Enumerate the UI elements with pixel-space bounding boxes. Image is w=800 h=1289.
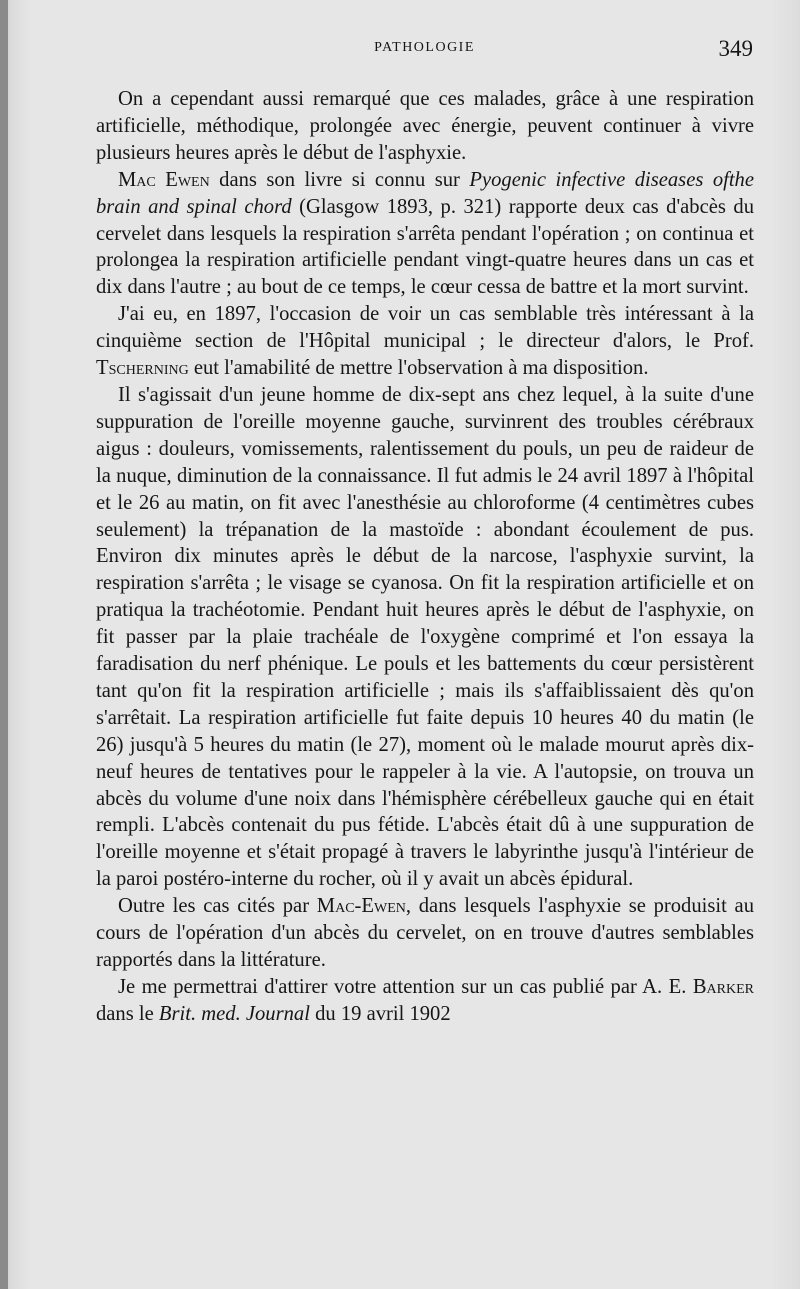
paragraph-2 bbox=[96, 167, 754, 302]
paragraph-6 bbox=[96, 974, 754, 1028]
page-body bbox=[96, 86, 754, 1028]
running-head: PATHOLOGIE bbox=[374, 40, 475, 55]
paragraph-text: du 19 avril 1902 bbox=[309, 1002, 451, 1025]
book-title: Pyogenic infective diseases ofthe brain and spinal chord bbox=[96, 168, 754, 218]
page-number: 349 bbox=[718, 36, 753, 61]
paragraph-text: dans le bbox=[96, 1002, 159, 1025]
paragraph-text: , dans lesquels l'asphyxie se produisit au cours de l'opération d'un abcès du cervelet, on en trouve d'autres semblables rapportés dans la littérature. bbox=[96, 895, 754, 971]
paragraph-3 bbox=[96, 301, 754, 382]
book-spine-shadow bbox=[0, 0, 8, 1289]
paragraph-text: (Glasgow 1893, p. 321) rapporte deux cas d'abcès du cervelet dans lesquels la respiration s'arrêta pendant l'opération ; on continua et prolongea la respiration artificielle pendant vingt-quatre heures dans un cas et dix dans l'autre ; au bout de ce temps, le cœur cessa de battre et la mort survint. bbox=[96, 195, 754, 299]
paragraph-text: J'ai eu, en 1897, l'occasion de voir un cas semblable très intéressant à la cinquième section de l'Hôpital municipal ; le directeur d'alors, le Prof. bbox=[96, 303, 754, 353]
page-header bbox=[96, 36, 753, 66]
paragraph-text: Je me permettrai d'attirer votre attention sur un cas publié par A. E. bbox=[118, 975, 693, 998]
author-name: Mac-Ewen bbox=[316, 895, 406, 918]
paragraph-4: Il s'agissait d'un jeune homme de dix-sept ans chez lequel, à la suite d'une suppuration de l'oreille moyenne gauche, survinrent des troubles cérébraux aigus : douleurs, vomissements, ralentissement du pouls, un peu de raideur de la nuque, diminution de la connaissance. Il fut admis le 24 avril 1897 à l'hôpital et le 26 au matin, on fit avec l'anesthésie au chloroforme (4 centimètres cubes seulement) la trépanation de la mastoïde : abondant écoulement de pus. Environ dix minutes après le début de la narcose, l'asphyxie survint, la respiration s'arrêta ; le visage se cyanosa. On fit la respiration artificielle et on pratiqua la trachéotomie. Pendant huit heures après le début de l'asphyxie, on fit passer par la plaie trachéale de l'oxygène comprimé et l'on essaya la faradisation du nerf phénique. Le pouls et les battements du cœur persistèrent tant qu'on fit la respiration artificielle ; mais ils s'affaiblissaient dès qu'on s'arrêtait. La respiration artificielle fut faite depuis 10 heures 40 du matin (le 26) jusqu'à 5 heures du matin (le 27), moment où le malade mourut après dix-neuf heures de tentatives pour le rappeler à la vie. A l'autopsie, on trouva un abcès du volume d'une noix dans l'hémisphère cérébelleux gauche qui en était rempli. L'abcès contenait du pus fétide. L'abcès était dû à une suppuration de l'oreille moyenne et s'était propagé à travers le labyrinthe jusqu'à l'intérieur de la paroi postéro-interne du rocher, où il y avait un abcès épidural. bbox=[96, 383, 754, 891]
author-name: Mac Ewen bbox=[118, 168, 210, 191]
journal-title: Brit. med. Journal bbox=[158, 1002, 310, 1025]
paragraph-5 bbox=[96, 893, 754, 974]
author-name: Barker bbox=[692, 975, 754, 998]
author-name: Tscherning bbox=[96, 357, 189, 380]
paragraph-text: Outre les cas cités par bbox=[118, 895, 317, 918]
paragraph-text: dans son livre si connu sur bbox=[209, 168, 470, 191]
paragraph-1: On a cependant aussi remarqué que ces malades, grâce à une respiration artificielle, méthodique, prolongée avec énergie, peuvent continuer à vivre plusieurs heures après le début de l'asphyxie. bbox=[96, 88, 754, 164]
paragraph-text: eut l'amabilité de mettre l'observation à ma disposition. bbox=[188, 357, 649, 380]
